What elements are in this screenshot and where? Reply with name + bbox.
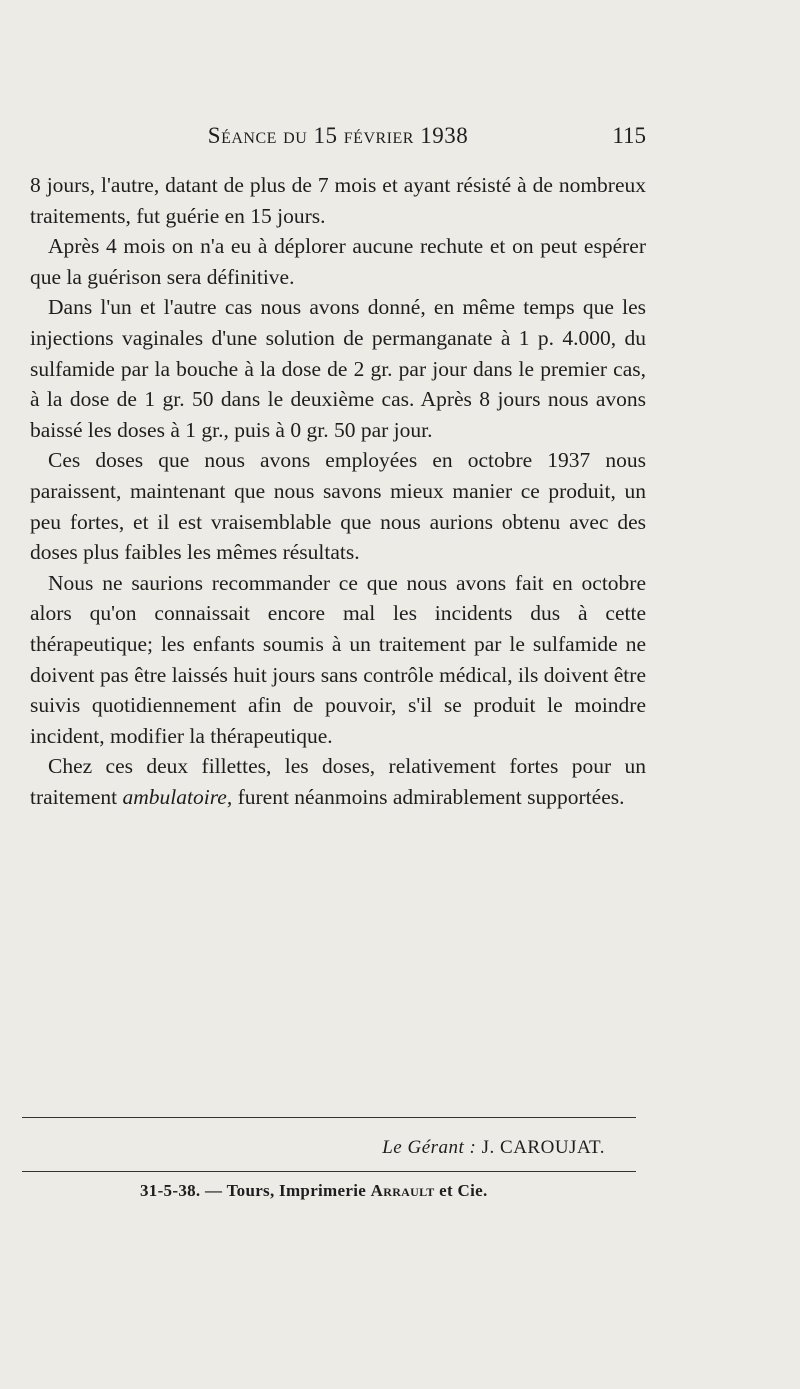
paragraph: [30, 751, 646, 812]
paragraph: [30, 292, 646, 445]
page-header: [30, 123, 646, 159]
paragraph-text: furent néanmoins admirablement supportées.: [232, 784, 625, 809]
paragraph-text: Nous ne saurions recommander ce que nous avons fait en octobre alors qu'on connaissait encore mal les incidents dus à cette thérapeutique; les enfants soumis à un traitement par le sulfamide ne doivent pas être laissés huit jours sans contrôle médical, ils doivent être suivis quotidiennement afin de pouvoir, s'il se produit le moindre incident, modifier la thérapeutique.: [30, 570, 646, 748]
printer-name: Arrault: [370, 1181, 435, 1200]
paragraph-text: Dans l'un et l'autre cas nous avons donné, en même temps que les injections vaginales d'une solution de permanganate à 1 p. 4.000, du sulfamide par la bouche à la dose de 2 gr. par jour dans le premier cas, à la dose de 1 gr. 50 dans le deuxième cas. Après 8 jours nous avons baissé les doses à 1 gr., puis à 0 gr. 50 par jour.: [30, 295, 646, 442]
article-body: [30, 170, 646, 812]
paragraph: [30, 231, 646, 292]
paragraph-text: Après 4 mois on n'a eu à déplorer aucune rechute et on peut espérer que la guérison sera définitive.: [30, 234, 646, 289]
paragraph: [30, 568, 646, 752]
paragraph-text: Chez ces deux fillettes, les doses, relativement fortes pour un traitement: [30, 754, 646, 809]
paragraph-text: 8 jours, l'autre, datant de plus de 7 mois et ayant résisté à de nombreux traitements, fut guérie en 15 jours.: [30, 173, 646, 228]
italic-text: ambulatoire,: [122, 784, 233, 809]
paragraph-text: Ces doses que nous avons employées en octobre 1937 nous paraissent, maintenant que nous savons mieux manier ce produit, un peu fortes, et il est vraisemblable que nous aurions obtenu avec des doses plus faibles les mêmes résultats.: [30, 448, 646, 565]
manager-signature: [330, 1137, 605, 1159]
footer-rule-bottom: [22, 1171, 636, 1172]
paragraph: [30, 170, 646, 231]
footer-rule-top: [22, 1117, 636, 1118]
manager-label: Le Gérant :: [382, 1137, 477, 1158]
print-date: 31-5-38. — Tours, Imprimerie: [140, 1181, 367, 1200]
page-number: 115: [612, 123, 646, 148]
printer-suffix: et Cie.: [439, 1181, 488, 1200]
paragraph: [30, 445, 646, 567]
printer-line: [140, 1181, 488, 1201]
manager-name: J. CAROUJAT.: [481, 1137, 605, 1158]
running-title: Séance du 15 février 1938: [207, 123, 469, 148]
